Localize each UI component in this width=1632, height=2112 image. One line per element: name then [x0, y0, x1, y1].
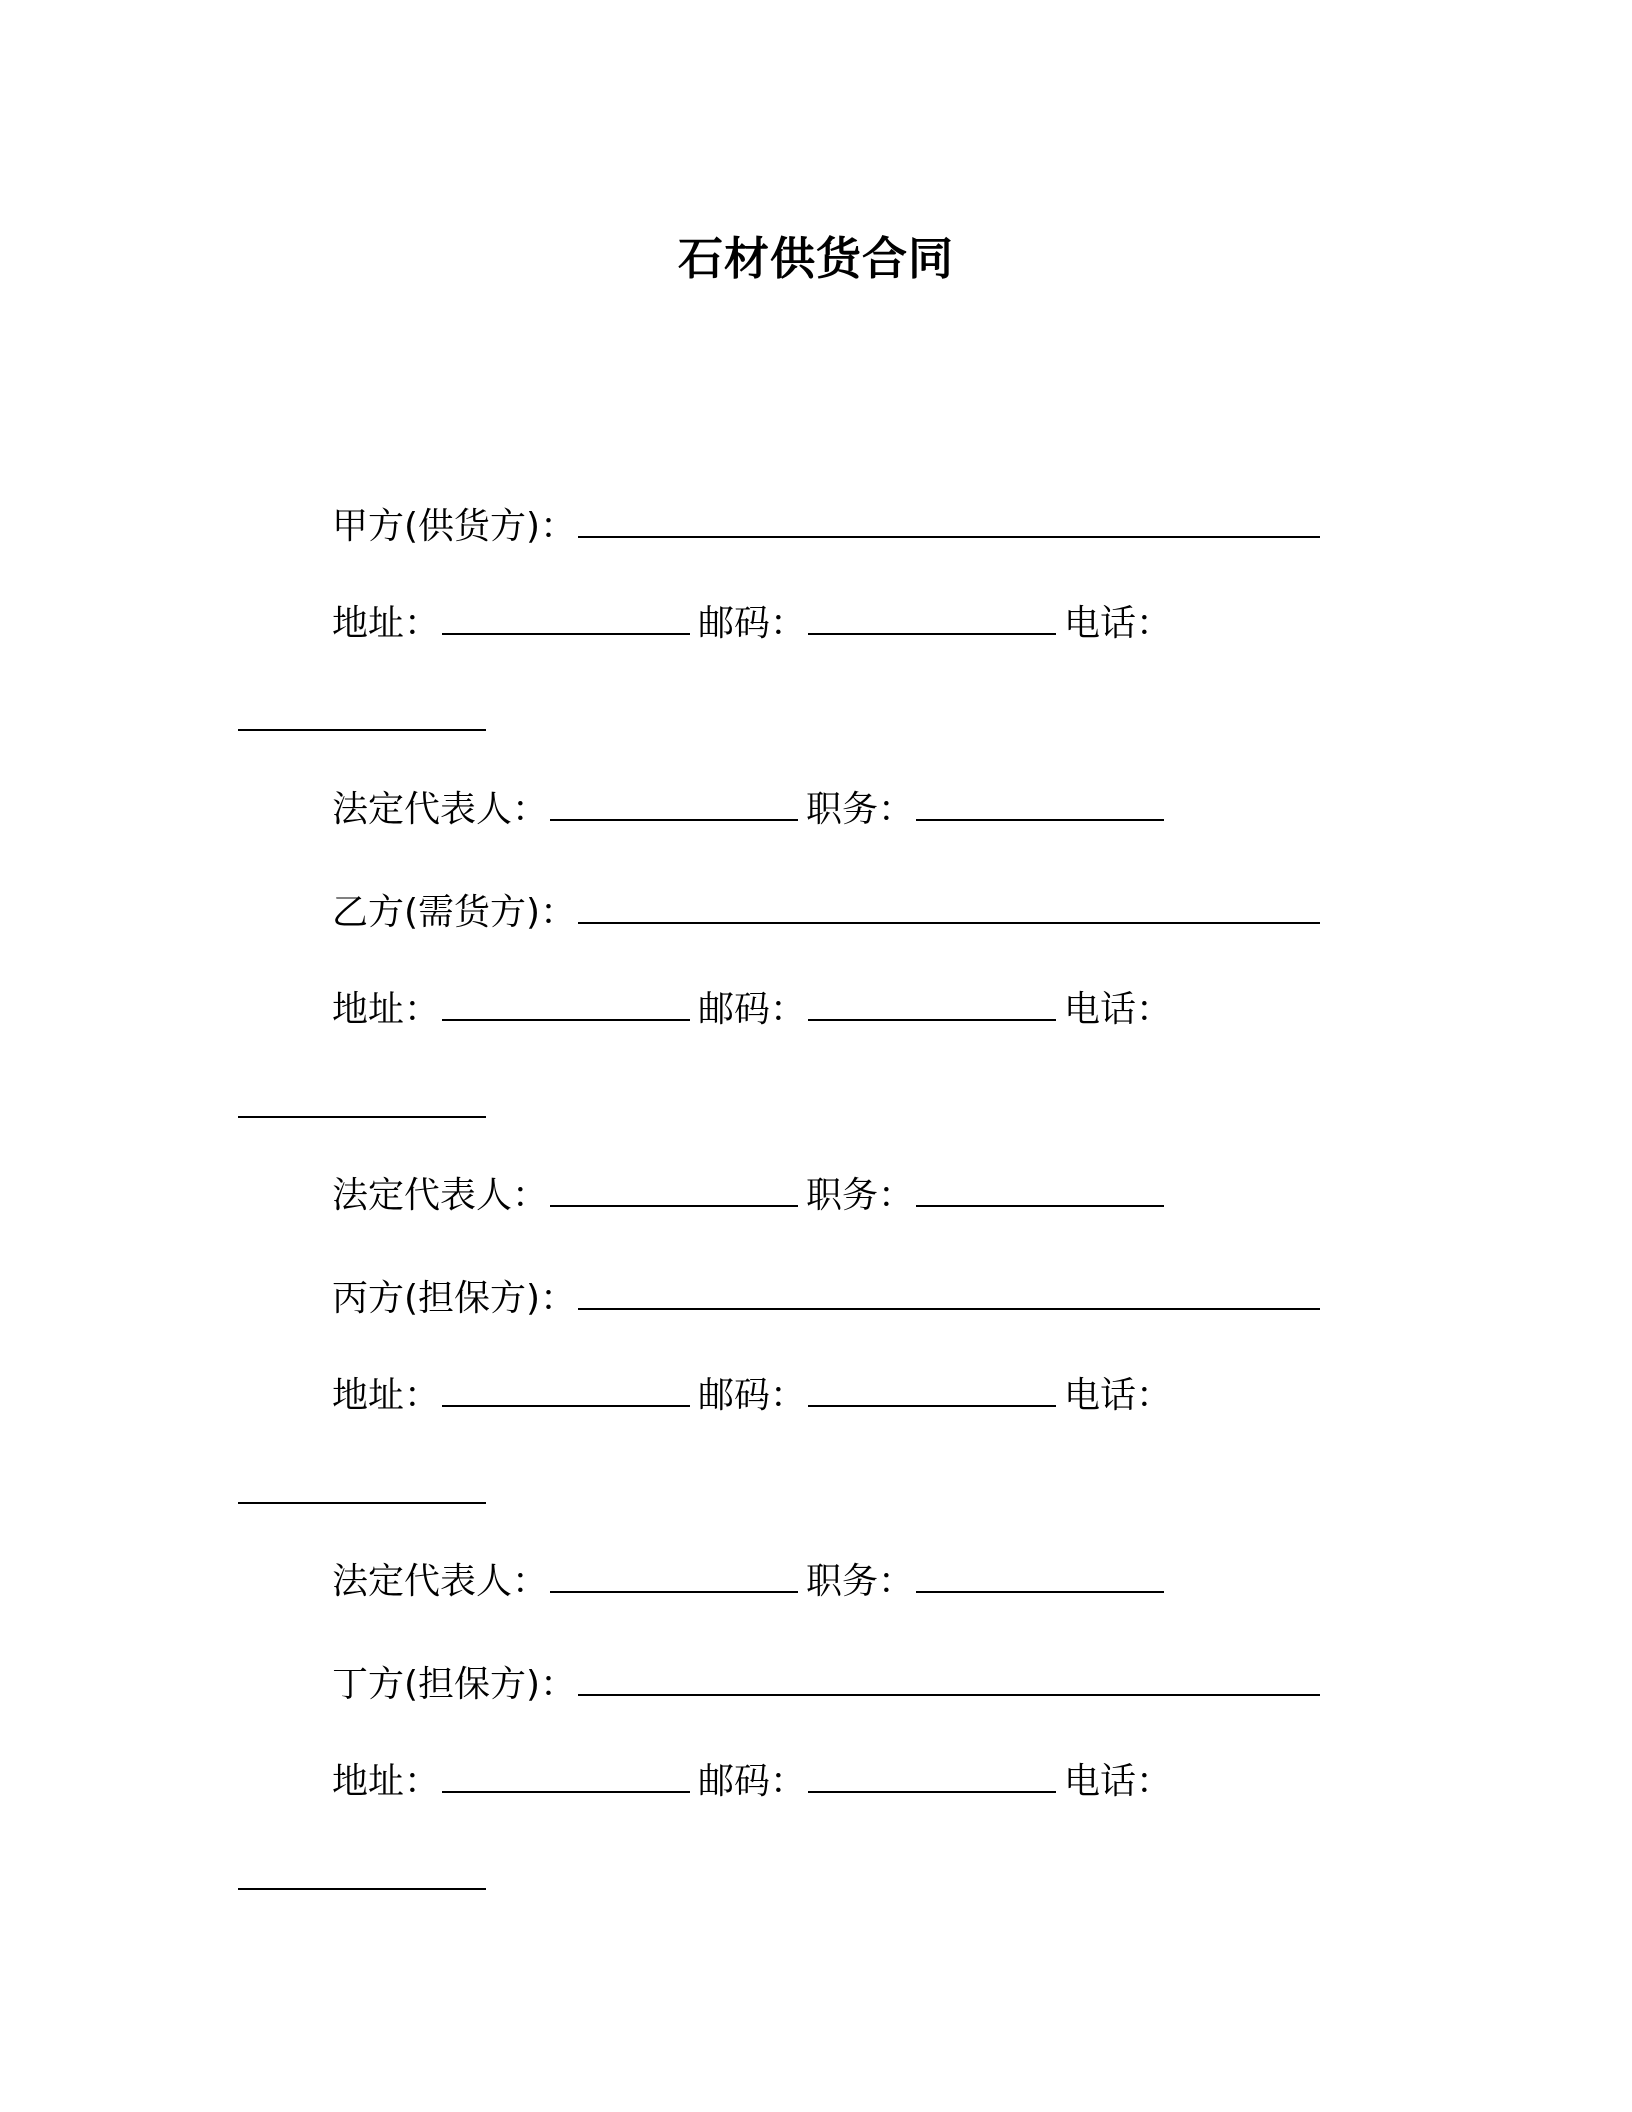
party-c-name-row [332, 1272, 1328, 1323]
party-a-phone-blank[interactable] [238, 693, 486, 731]
party-d-name-blank[interactable] [578, 1658, 1320, 1696]
party-a-rep-label: 法定代表人： [332, 789, 549, 830]
document-title: 石材供货合同 [677, 232, 954, 285]
party-c-rep-blank[interactable] [550, 1555, 798, 1593]
party-a-name-blank[interactable] [578, 500, 1320, 538]
party-a-rep-row [332, 783, 1172, 834]
party-b-address-label: 地址： [332, 989, 441, 1030]
party-c-address-row [332, 1369, 1172, 1420]
party-c-rep-label: 法定代表人： [332, 1561, 549, 1602]
party-d-phone-row [238, 1852, 494, 1903]
party-d-phone-blank[interactable] [238, 1852, 486, 1890]
party-a-address-row [332, 597, 1172, 648]
party-d-postcode-label: 邮码： [698, 1761, 807, 1802]
party-d-address-label: 地址： [332, 1761, 441, 1802]
party-a-name-row [332, 500, 1328, 551]
party-c-postcode-blank[interactable] [808, 1369, 1056, 1407]
party-c-postcode-label: 邮码： [698, 1375, 807, 1416]
party-c-rep-row [332, 1555, 1172, 1606]
party-a-address-blank[interactable] [442, 597, 690, 635]
party-a-postcode-label: 邮码： [698, 603, 807, 644]
party-a-address-label: 地址： [332, 603, 441, 644]
party-a-phone-row [238, 693, 494, 744]
party-a-rep-blank[interactable] [550, 783, 798, 821]
party-a-position-blank[interactable] [916, 783, 1164, 821]
party-a-name-label: 甲方(供货方)： [332, 506, 577, 547]
party-b-phone-label: 电话： [1064, 989, 1173, 1030]
party-a-position-label: 职务： [806, 789, 915, 830]
party-b-name-blank[interactable] [578, 886, 1320, 924]
party-d-name-label: 丁方(担保方)： [332, 1664, 577, 1705]
party-c-phone-row [238, 1466, 494, 1517]
party-a-phone-label: 电话： [1064, 603, 1173, 644]
party-c-phone-blank[interactable] [238, 1466, 486, 1504]
party-b-phone-blank[interactable] [238, 1080, 486, 1118]
party-c-address-label: 地址： [332, 1375, 441, 1416]
party-c-phone-label: 电话： [1064, 1375, 1173, 1416]
party-c-position-blank[interactable] [916, 1555, 1164, 1593]
party-b-position-blank[interactable] [916, 1169, 1164, 1207]
party-c-address-blank[interactable] [442, 1369, 690, 1407]
party-b-name-label: 乙方(需货方)： [332, 892, 577, 933]
party-b-position-label: 职务： [806, 1175, 915, 1216]
party-c-position-label: 职务： [806, 1561, 915, 1602]
party-b-postcode-blank[interactable] [808, 983, 1056, 1021]
party-c-name-label: 丙方(担保方)： [332, 1278, 577, 1319]
party-b-rep-row [332, 1169, 1172, 1220]
party-d-address-row [332, 1755, 1172, 1806]
party-c-name-blank[interactable] [578, 1272, 1320, 1310]
party-d-name-row [332, 1658, 1328, 1709]
party-b-rep-blank[interactable] [550, 1169, 798, 1207]
party-b-address-row [332, 983, 1172, 1034]
party-b-name-row [332, 886, 1328, 937]
party-b-phone-row [238, 1080, 494, 1131]
party-b-address-blank[interactable] [442, 983, 690, 1021]
party-b-rep-label: 法定代表人： [332, 1175, 549, 1216]
party-d-address-blank[interactable] [442, 1755, 690, 1793]
party-d-postcode-blank[interactable] [808, 1755, 1056, 1793]
party-b-postcode-label: 邮码： [698, 989, 807, 1030]
party-a-postcode-blank[interactable] [808, 597, 1056, 635]
party-d-phone-label: 电话： [1064, 1761, 1173, 1802]
